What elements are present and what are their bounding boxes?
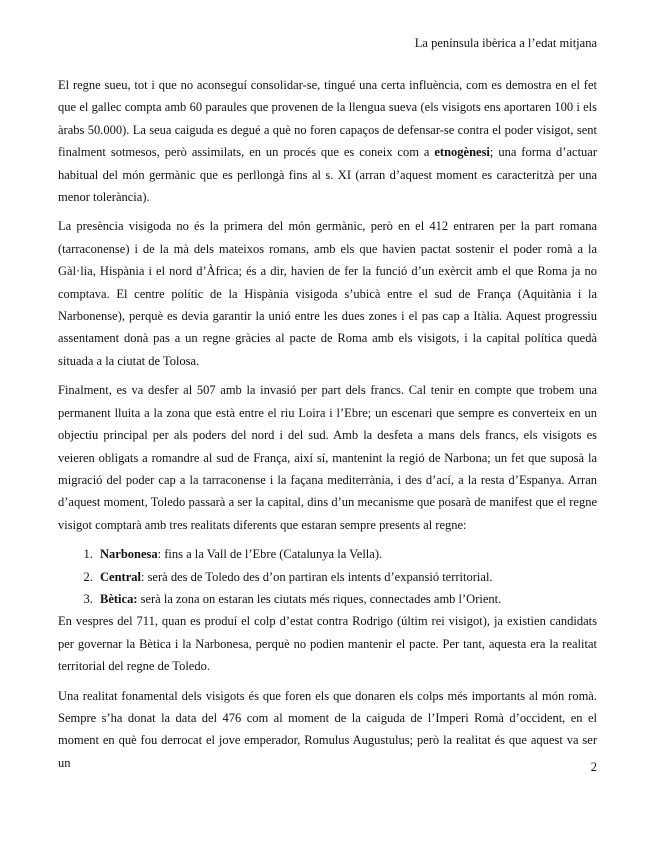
paragraph-suevi: El regne sueu, tot i que no aconseguí consolidar-se, tingué una certa influència, com es demostra en el fet que el gallec compta amb 60 paraules que provenen de la llengua sueva (els visigots ens aportaren 100 i els àrabs 50.000). La seua caiguda es degué a què no foren capaços de defensar-se contra el poder visigot, sent finalment sotmesos, però assimilats, en un procés que es coneix com a etnogènesi; una forma d’actuar habitual del món germànic que es perllongà fins al s. XI (arran d’aquest moment es caracteritzà per una menor tolerància).	[58, 78, 598, 205]
running-header	[415, 36, 597, 51]
paragraph-711: En vespres del 711, quan es produí el colp d’estat contra Rodrigo (últim rei visigot), ja existien candidats per governar la Bètica i la Narbonesa, perquè no podien mantenir el pacte. Per tant, aquesta era la realitat territorial del regne de Toledo.	[58, 614, 597, 674]
paragraph-roman-fall: Una realitat fonamental dels visigots és que foren els que donaren els colps més importants al món romà. Sempre s’ha donat la data del 476 com al moment de la caiguda de l’Imperi Romà d’occident, en el moment en què fou derrocat el jove emperador, Romulus Augustulus; però la realitat és que aquest va ser un	[58, 688, 597, 770]
page-body	[58, 74, 597, 781]
list-item: 2. Central: serà des de Toledo des d’on partiran els intents d’expansió territorial.	[96, 566, 597, 588]
territorial-realities-list	[58, 543, 597, 610]
list-item: 3. Bètica: serà la zona on estaran les ciutats més riques, connectades amb l’Orient.	[96, 588, 597, 610]
paragraph-frankish-invasion: Finalment, es va desfer al 507 amb la invasió per part dels francs. Cal tenir en compte que trobem una permanent lluita a la zona que està entre el riu Loira i l’Ebre; un escenari que sempre es converteix en un objectiu principal per als poders del nord i del sud. Amb la desfeta a mans dels francs, els visigots es veieren obligats a romandre al sud de França, així sí, mantenint la regió de Narbona; un fet que suposà la migració del poder cap a la tarraconense i la façana mediterrània, i des d’ací, a la resta d’Espanya. Arran d’aquest moment, Toledo passarà a ser la capital, dins d’un mecanisme que posarà de manifest que el regne visigot comptarà amb tres realitats diferents que estaran sempre presents al regne:	[58, 383, 597, 532]
running-title: La península ibèrica a l’edat mitjana	[414, 36, 597, 50]
list-item: 1. Narbonesa: fins a la Vall de l’Ebre (Catalunya la Vella).	[96, 543, 597, 565]
term-etnogenesi: etnogènesi	[434, 145, 490, 160]
paragraph-visigoth-presence: La presència visigoda no és la primera del món germànic, però en el 412 entraren per la part romana (tarraconense) i de la mà dels mateixos romans, amb els que havien pactat sostenir el poder romà a la Gàl·lia, Hispània i el nord d’Àfrica; és a dir, havien de fer la funció d’un exèrcit amb el que Roma ja no comptava. El centre polític de la Hispània visigoda s’ubicà entre el sud de França (Aquitània i la Narbonense), perquè es devia garantir la unió entre les dues zones i el pas cap a Itàlia. Aquest progressiu assentament donà pas a un regne gràcies al pacte de Roma amb els visigots, i la capital política quedà situada a la ciutat de Tolosa.	[58, 219, 597, 368]
page-number: 2	[590, 760, 597, 774]
